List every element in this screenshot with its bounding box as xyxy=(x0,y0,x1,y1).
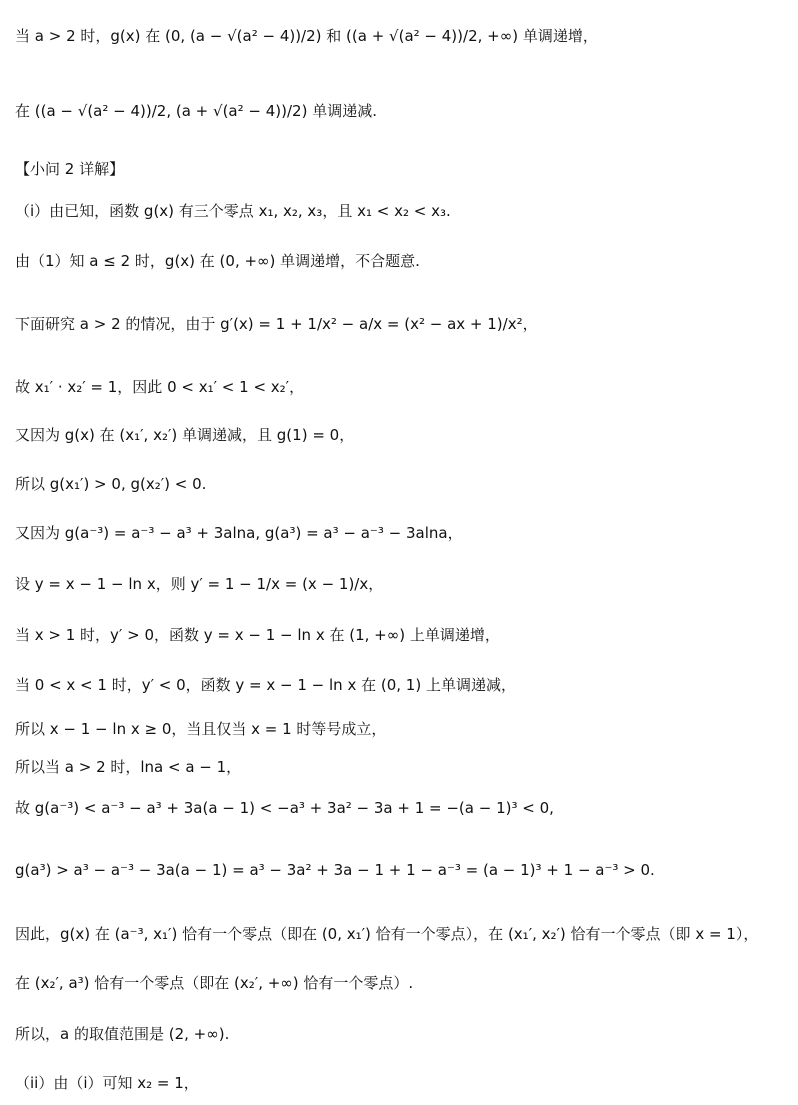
text-line-9: 所以 g(x₁′) > 0, g(x₂′) < 0. xyxy=(15,475,207,493)
text-line-1: 当 a > 2 时，g(x) 在 (0, (a − √(a² − 4))/2) 和 ((a + √(a² − 4))/2, +∞) 单调递增， xyxy=(15,27,598,45)
text-line-15: 所以当 a > 2 时，lna < a − 1， xyxy=(15,758,242,776)
text-line-7: 故 x₁′ · x₂′ = 1，因此 0 < x₁′ < 1 < x₂′， xyxy=(15,378,305,396)
text-line-13: 当 0 < x < 1 时，y′ < 0，函数 y = x − 1 − ln x 在 (0, 1) 上单调递减， xyxy=(15,676,516,694)
text-line-19: 在 (x₂′, a³) 恰有一个零点（即在 (x₂′, +∞) 恰有一个零点）. xyxy=(15,974,414,992)
text-line-18: 因此，g(x) 在 (a⁻³, x₁′) 恰有一个零点（即在 (0, x₁′) 恰有一个零点），在 (x₁′, x₂′) 恰有一个零点（即 x = 1）， xyxy=(15,925,759,943)
text-line-21: （ii）由（i）可知 x₂ = 1， xyxy=(15,1074,199,1092)
text-line-10: 又因为 g(a⁻³) = a⁻³ − a³ + 3alna, g(a³) = a³ − a⁻³ − 3alna， xyxy=(15,524,463,542)
text-line-4: （i）由已知，函数 g(x) 有三个零点 x₁, x₂, x₃，且 x₁ < x₂ < x₃. xyxy=(15,202,451,220)
text-line-17: g(a³) > a³ − a⁻³ − 3a(a − 1) = a³ − 3a² + 3a − 1 + 1 − a⁻³ = (a − 1)³ + 1 − a⁻³ > 0. xyxy=(15,861,655,879)
text-line-5: 由（1）知 a ≤ 2 时，g(x) 在 (0, +∞) 单调递增，不合题意. xyxy=(15,252,420,270)
text-line-11: 设 y = x − 1 − ln x，则 y′ = 1 − 1/x = (x − 1)/x， xyxy=(15,575,384,593)
text-line-2: 在 ((a − √(a² − 4))/2, (a + √(a² − 4))/2) 单调递减. xyxy=(15,102,377,120)
text-line-12: 当 x > 1 时，y′ > 0，函数 y = x − 1 − ln x 在 (1, +∞) 上单调递增， xyxy=(15,626,500,644)
text-line-6: 下面研究 a > 2 的情况，由于 g′(x) = 1 + 1/x² − a/x = (x² − ax + 1)/x²， xyxy=(15,315,538,333)
section-heading: 【小问 2 详解】 xyxy=(15,160,125,178)
text-line-16: 故 g(a⁻³) < a⁻³ − a³ + 3a(a − 1) < −a³ + 3a² − 3a + 1 = −(a − 1)³ < 0, xyxy=(15,799,554,817)
text-line-20: 所以，a 的取值范围是 (2, +∞). xyxy=(15,1025,230,1043)
text-line-14: 所以 x − 1 − ln x ≥ 0，当且仅当 x = 1 时等号成立， xyxy=(15,720,387,738)
text-line-8: 又因为 g(x) 在 (x₁′, x₂′) 单调递减，且 g(1) = 0， xyxy=(15,426,355,444)
